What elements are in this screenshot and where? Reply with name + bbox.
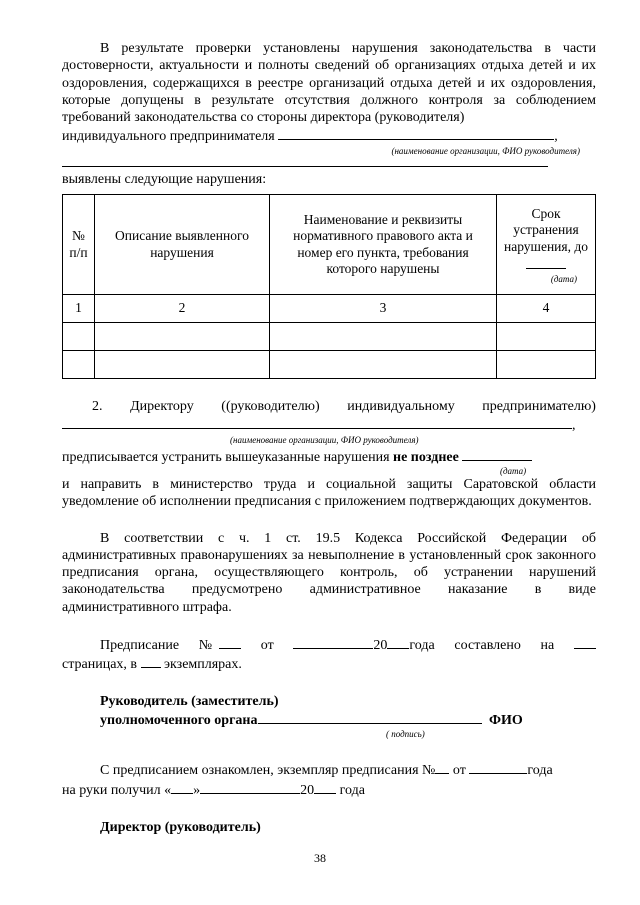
paragraph-violations-intro: В результате проверки установлены нарушения законодательства в части достоверности, актуальности и полноты сведений об организациях отдыха детей и их оздоровления, содержащихся в реестре организаций отдыха детей и их оздоровления, которые допущены в результате отсутствия должного контроля за соблюдением требований законодательства со стороны директора (руководителя) — [62, 41, 596, 126]
received-year-blank[interactable] — [314, 780, 336, 794]
col-header-number: № п/п — [63, 195, 95, 295]
prescription-line — [62, 635, 596, 654]
received-year-word: года — [339, 782, 365, 798]
table-header-row — [63, 195, 596, 295]
word-prescription: Предписание — [100, 638, 180, 654]
acquaint-line-1 — [62, 760, 596, 779]
quote-close: » — [193, 782, 201, 798]
acquaint-date-blank[interactable] — [469, 760, 527, 774]
received-day-blank[interactable] — [171, 780, 193, 794]
year-prefix: 20 — [373, 638, 388, 654]
director-name-blank[interactable] — [62, 415, 572, 429]
deadline-line — [62, 447, 596, 466]
received-month-blank[interactable] — [200, 780, 300, 794]
acquaint-line-2 — [62, 780, 596, 799]
org-name-blank[interactable] — [278, 126, 554, 140]
org-name-caption: (наименование организации, ФИО руководителя) — [391, 145, 580, 156]
table-cell[interactable] — [95, 351, 270, 379]
signature-blank[interactable] — [258, 710, 482, 724]
prescription-date-blank[interactable] — [293, 635, 373, 649]
received-text: на руки получил « — [62, 782, 172, 798]
signature-block — [62, 693, 596, 740]
word-individual: индивидуальному — [347, 399, 455, 415]
copies-line — [62, 654, 596, 673]
cell-num-2: 2 — [95, 295, 270, 323]
entrepreneur-label: индивидуального предпринимателя — [62, 129, 275, 145]
table-cell[interactable] — [95, 323, 270, 351]
continuation-blank[interactable] — [62, 158, 548, 167]
number-sign: № — [198, 638, 213, 654]
paragraph-2-first-line — [62, 398, 596, 415]
table-cell[interactable] — [63, 323, 95, 351]
deadline-date-blank[interactable] — [462, 447, 532, 461]
document-page — [62, 40, 596, 836]
word-entrepreneur: предпринимателю) — [482, 399, 596, 415]
cell-num-3: 3 — [270, 295, 497, 323]
director-signature-title: Директор (руководитель) — [100, 819, 261, 835]
paragraph-2-number: 2. — [92, 399, 103, 415]
director-name-line: , — [62, 415, 596, 434]
prescription-number — [199, 635, 241, 654]
deadline-date-caption: (дата) — [550, 273, 577, 284]
copies-label: экземплярах. — [164, 657, 242, 673]
deadline-date-label: (дата) — [500, 465, 527, 476]
word-director: Директору — [130, 399, 194, 415]
page-number: 38 — [314, 851, 326, 865]
copies-count-blank[interactable] — [141, 654, 161, 668]
prescription-year-blank[interactable] — [387, 635, 409, 649]
director-name-caption: (наименование организации, ФИО руководителя) — [230, 434, 419, 445]
cell-num-4: 4 — [497, 295, 596, 323]
violations-label: выявлены следующие нарушения: — [62, 171, 267, 187]
word-on: на — [540, 638, 555, 654]
no-later-than: не позднее — [393, 449, 459, 465]
signatory-title-1: Руководитель (заместитель) — [100, 693, 279, 709]
pages-count-blank[interactable] — [574, 635, 596, 649]
table-cell[interactable] — [270, 323, 497, 351]
prescription-number-blank[interactable] — [219, 635, 241, 649]
table-row — [63, 323, 596, 351]
prescription-date — [293, 635, 434, 654]
fio-label: ФИО — [489, 712, 523, 728]
col-header-act: Наименование и реквизиты нормативного правового акта и номер его пункта, требования которого нарушены — [270, 195, 497, 295]
col-header-deadline — [497, 195, 596, 295]
prescribed-text: предписывается устранить вышеуказанные нарушения — [62, 449, 390, 465]
authority-label: уполномоченного органа — [100, 712, 258, 728]
table-cell[interactable] — [497, 351, 596, 379]
acquaint-from: от — [452, 763, 466, 779]
word-from: от — [260, 638, 274, 654]
cell-num-1: 1 — [63, 295, 95, 323]
table-cell[interactable] — [497, 323, 596, 351]
acquaint-text: С предписанием ознакомлен, экземпляр предписания № — [100, 763, 436, 779]
table-row — [63, 351, 596, 379]
word-composed: составлено — [454, 638, 521, 654]
paragraph-liability: В соответствии с ч. 1 ст. 19.5 Кодекса Российской Федерации об административных правонарушениях за невыполнение в установленный срок законного предписания органа, осуществляющего контроль, об устранении нарушений законодательства предусмотрено административное наказание в виде административного штрафа. — [62, 530, 596, 615]
signature-caption: ( подпись) — [386, 729, 425, 740]
word-year: года — [409, 638, 435, 654]
table-row-numbers — [63, 295, 596, 323]
col-header-description: Описание выявленного нарушения — [95, 195, 270, 295]
copy-number-blank[interactable] — [435, 760, 449, 774]
acquaint-year-word: года — [527, 763, 553, 779]
entrepreneur-line: индивидуального предпринимателя , — [62, 126, 596, 145]
deadline-blank[interactable] — [526, 255, 566, 269]
word-head: ((руководителю) — [221, 399, 320, 415]
violations-table — [62, 194, 596, 379]
deadline-label: Срок устранения нарушения, до — [504, 205, 588, 254]
received-year-prefix: 20 — [300, 782, 315, 798]
table-cell[interactable] — [270, 351, 497, 379]
signatory-title-2 — [100, 710, 596, 729]
paragraph-2-rest: и направить в министерство труда и социальной защиты Саратовской области уведомление об исполнении предписания с приложением подтверждающих документов. — [62, 476, 596, 510]
pages-label: страницах, в — [62, 657, 138, 673]
table-cell[interactable] — [63, 351, 95, 379]
